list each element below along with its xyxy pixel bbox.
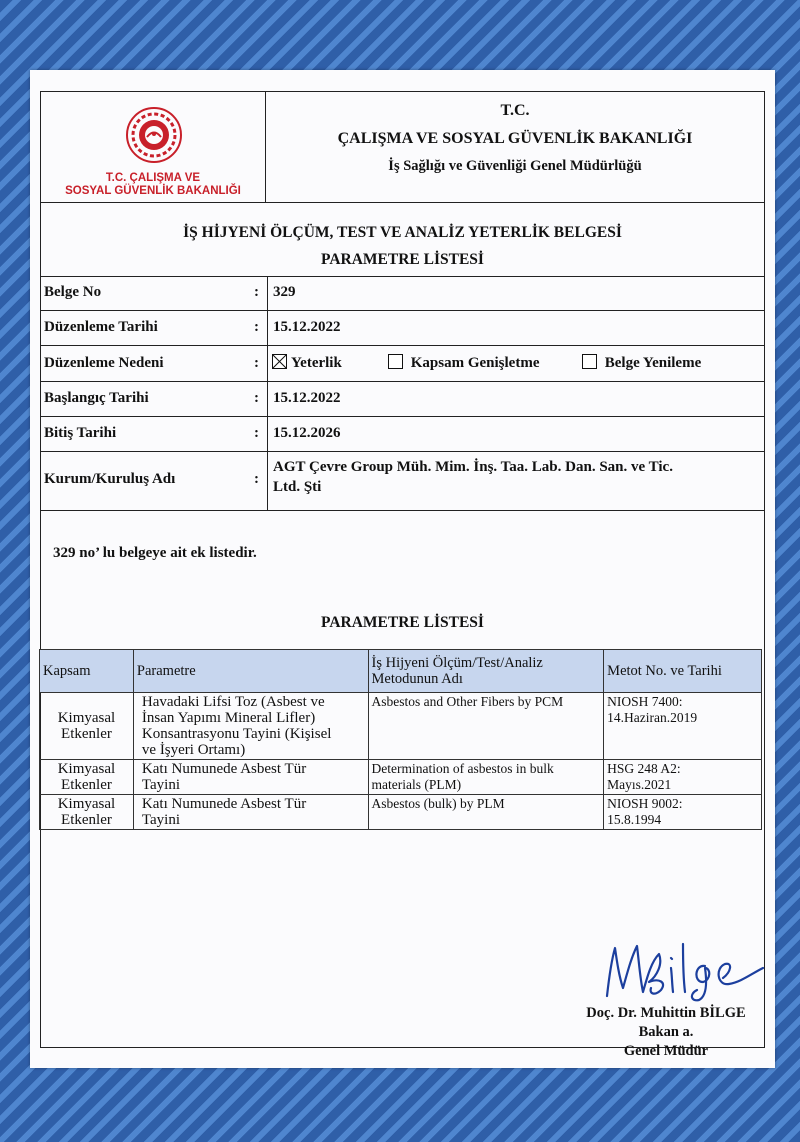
handwritten-signature [601, 938, 771, 1002]
parametre-cell: Katı Numunede Asbest Tür Tayini [133, 795, 368, 830]
table-row [40, 760, 762, 795]
header-line-1: T.C. [500, 102, 530, 119]
parametre-cell: Havadaki Lifsi Toz (Asbest ve İnsan Yapımı Mineral Lifler) Konsantrasyonu Tayini (Kişisel ve İşyeri Ortamı) [133, 693, 368, 760]
option-kapsam-genisletme [388, 354, 540, 372]
certificate-frame [40, 91, 765, 1059]
option-belge-yenileme [582, 354, 701, 372]
metot-no-cell: HSG 248 A2: Mayıs.2021 [604, 760, 762, 795]
baslangic-tarihi-value: 15.12.2022 [273, 390, 341, 406]
logo-line-1: T.C. ÇALIŞMA VE [105, 172, 201, 184]
header-title [266, 92, 764, 202]
metod-cell: Determination of asbestos in bulk materials (PLM) [368, 760, 604, 795]
kurum-adi-label: Kurum/Kuruluş Adı [44, 471, 176, 487]
info-row-belge-no [41, 276, 764, 311]
yeterlik-label: Yeterlik [291, 355, 342, 371]
info-row-duzenleme-tarihi [41, 310, 764, 346]
header-metod [368, 650, 604, 693]
kapsam-cell: Kimyasal Etkenler [40, 795, 134, 830]
header-metod-line-2: Metodunun Adı [371, 671, 463, 687]
colon: : [254, 471, 259, 487]
belge-no-label: Belge No [44, 284, 102, 300]
certificate-page [30, 70, 775, 1068]
signatory-title-1: Bakan a. [638, 1024, 694, 1040]
header-metod-line-1: İş Hijyeni Ölçüm/Test/Analiz [371, 655, 543, 671]
header [41, 92, 764, 203]
metod-cell: Asbestos (bulk) by PLM [368, 795, 604, 830]
document-title-line-2: PARAMETRE LİSTESİ [321, 251, 484, 268]
header-line-3: İş Sağlığı ve Güvenliği Genel Müdürlüğü [388, 158, 642, 174]
kapsam-genisletme-label: Kapsam Genişletme [410, 355, 540, 371]
duzenleme-tarihi-label: Düzenleme Tarihi [44, 319, 158, 335]
info-row-bitis-tarihi [41, 416, 764, 452]
kapsam-genisletme-checkbox[interactable] [388, 354, 403, 369]
parameter-list-title: PARAMETRE LİSTESİ [321, 614, 484, 631]
metod-cell: Asbestos and Other Fibers by PCM [368, 693, 604, 760]
colon: : [254, 284, 259, 300]
belge-yenileme-checkbox[interactable] [582, 354, 597, 369]
table-row [40, 795, 762, 830]
colon: : [254, 355, 259, 371]
baslangic-tarihi-label: Başlangıç Tarihi [44, 390, 149, 406]
parametre-cell: Katı Numunede Asbest Tür Tayini [133, 760, 368, 795]
ministry-logo [41, 92, 266, 202]
document-title-line-1: İŞ HİJYENİ ÖLÇÜM, TEST VE ANALİZ YETERLİK BELGESİ [183, 224, 622, 241]
info-row-baslangic-tarihi [41, 381, 764, 417]
ministry-emblem-icon [123, 106, 185, 164]
duzenleme-tarihi-value: 15.12.2022 [273, 319, 341, 335]
kapsam-cell: Kimyasal Etkenler [40, 760, 134, 795]
kapsam-cell: Kimyasal Etkenler [40, 693, 134, 760]
header-line-2: ÇALIŞMA VE SOSYAL GÜVENLİK BAKANLIĞI [337, 130, 693, 147]
info-row-duzenleme-nedeni [41, 345, 764, 382]
table-row [40, 693, 762, 760]
logo-line-2: SOSYAL GÜVENLİK BAKANLIĞI [65, 185, 241, 197]
parameter-table [39, 649, 762, 830]
option-yeterlik [272, 354, 342, 372]
document-title [41, 202, 764, 277]
parameter-table-header [40, 650, 762, 693]
header-parametre: Parametre [133, 650, 368, 693]
header-metot-no: Metot No. ve Tarihi [604, 650, 762, 693]
bitis-tarihi-label: Bitiş Tarihi [44, 425, 117, 441]
info-row-kurum-adi [41, 451, 764, 511]
signatory-name: Doç. Dr. Muhittin BİLGE [586, 1005, 746, 1021]
signatory-title-2: Genel Müdür [623, 1043, 709, 1059]
checkbox-cross-icon [273, 355, 286, 368]
belge-no-value: 329 [273, 284, 296, 300]
header-kapsam: Kapsam [40, 650, 134, 693]
colon: : [254, 319, 259, 335]
bitis-tarihi-value: 15.12.2026 [273, 425, 341, 441]
metot-no-cell: NIOSH 7400: 14.Haziran.2019 [604, 693, 762, 760]
kurum-adi-value-line-2: Ltd. Şti [273, 479, 322, 495]
kurum-adi-value-line-1: AGT Çevre Group Müh. Mim. İnş. Taa. Lab. Dan. San. ve Tic. [273, 459, 673, 475]
colon: : [254, 425, 259, 441]
yeterlik-checkbox[interactable] [272, 354, 287, 369]
metot-no-cell: NIOSH 9002: 15.8.1994 [604, 795, 762, 830]
signature-block [561, 1004, 771, 1061]
annex-note: 329 no’ lu belgeye ait ek listedir. [53, 545, 257, 561]
colon: : [254, 390, 259, 406]
duzenleme-nedeni-label: Düzenleme Nedeni [44, 355, 164, 371]
belge-yenileme-label: Belge Yenileme [604, 355, 702, 371]
